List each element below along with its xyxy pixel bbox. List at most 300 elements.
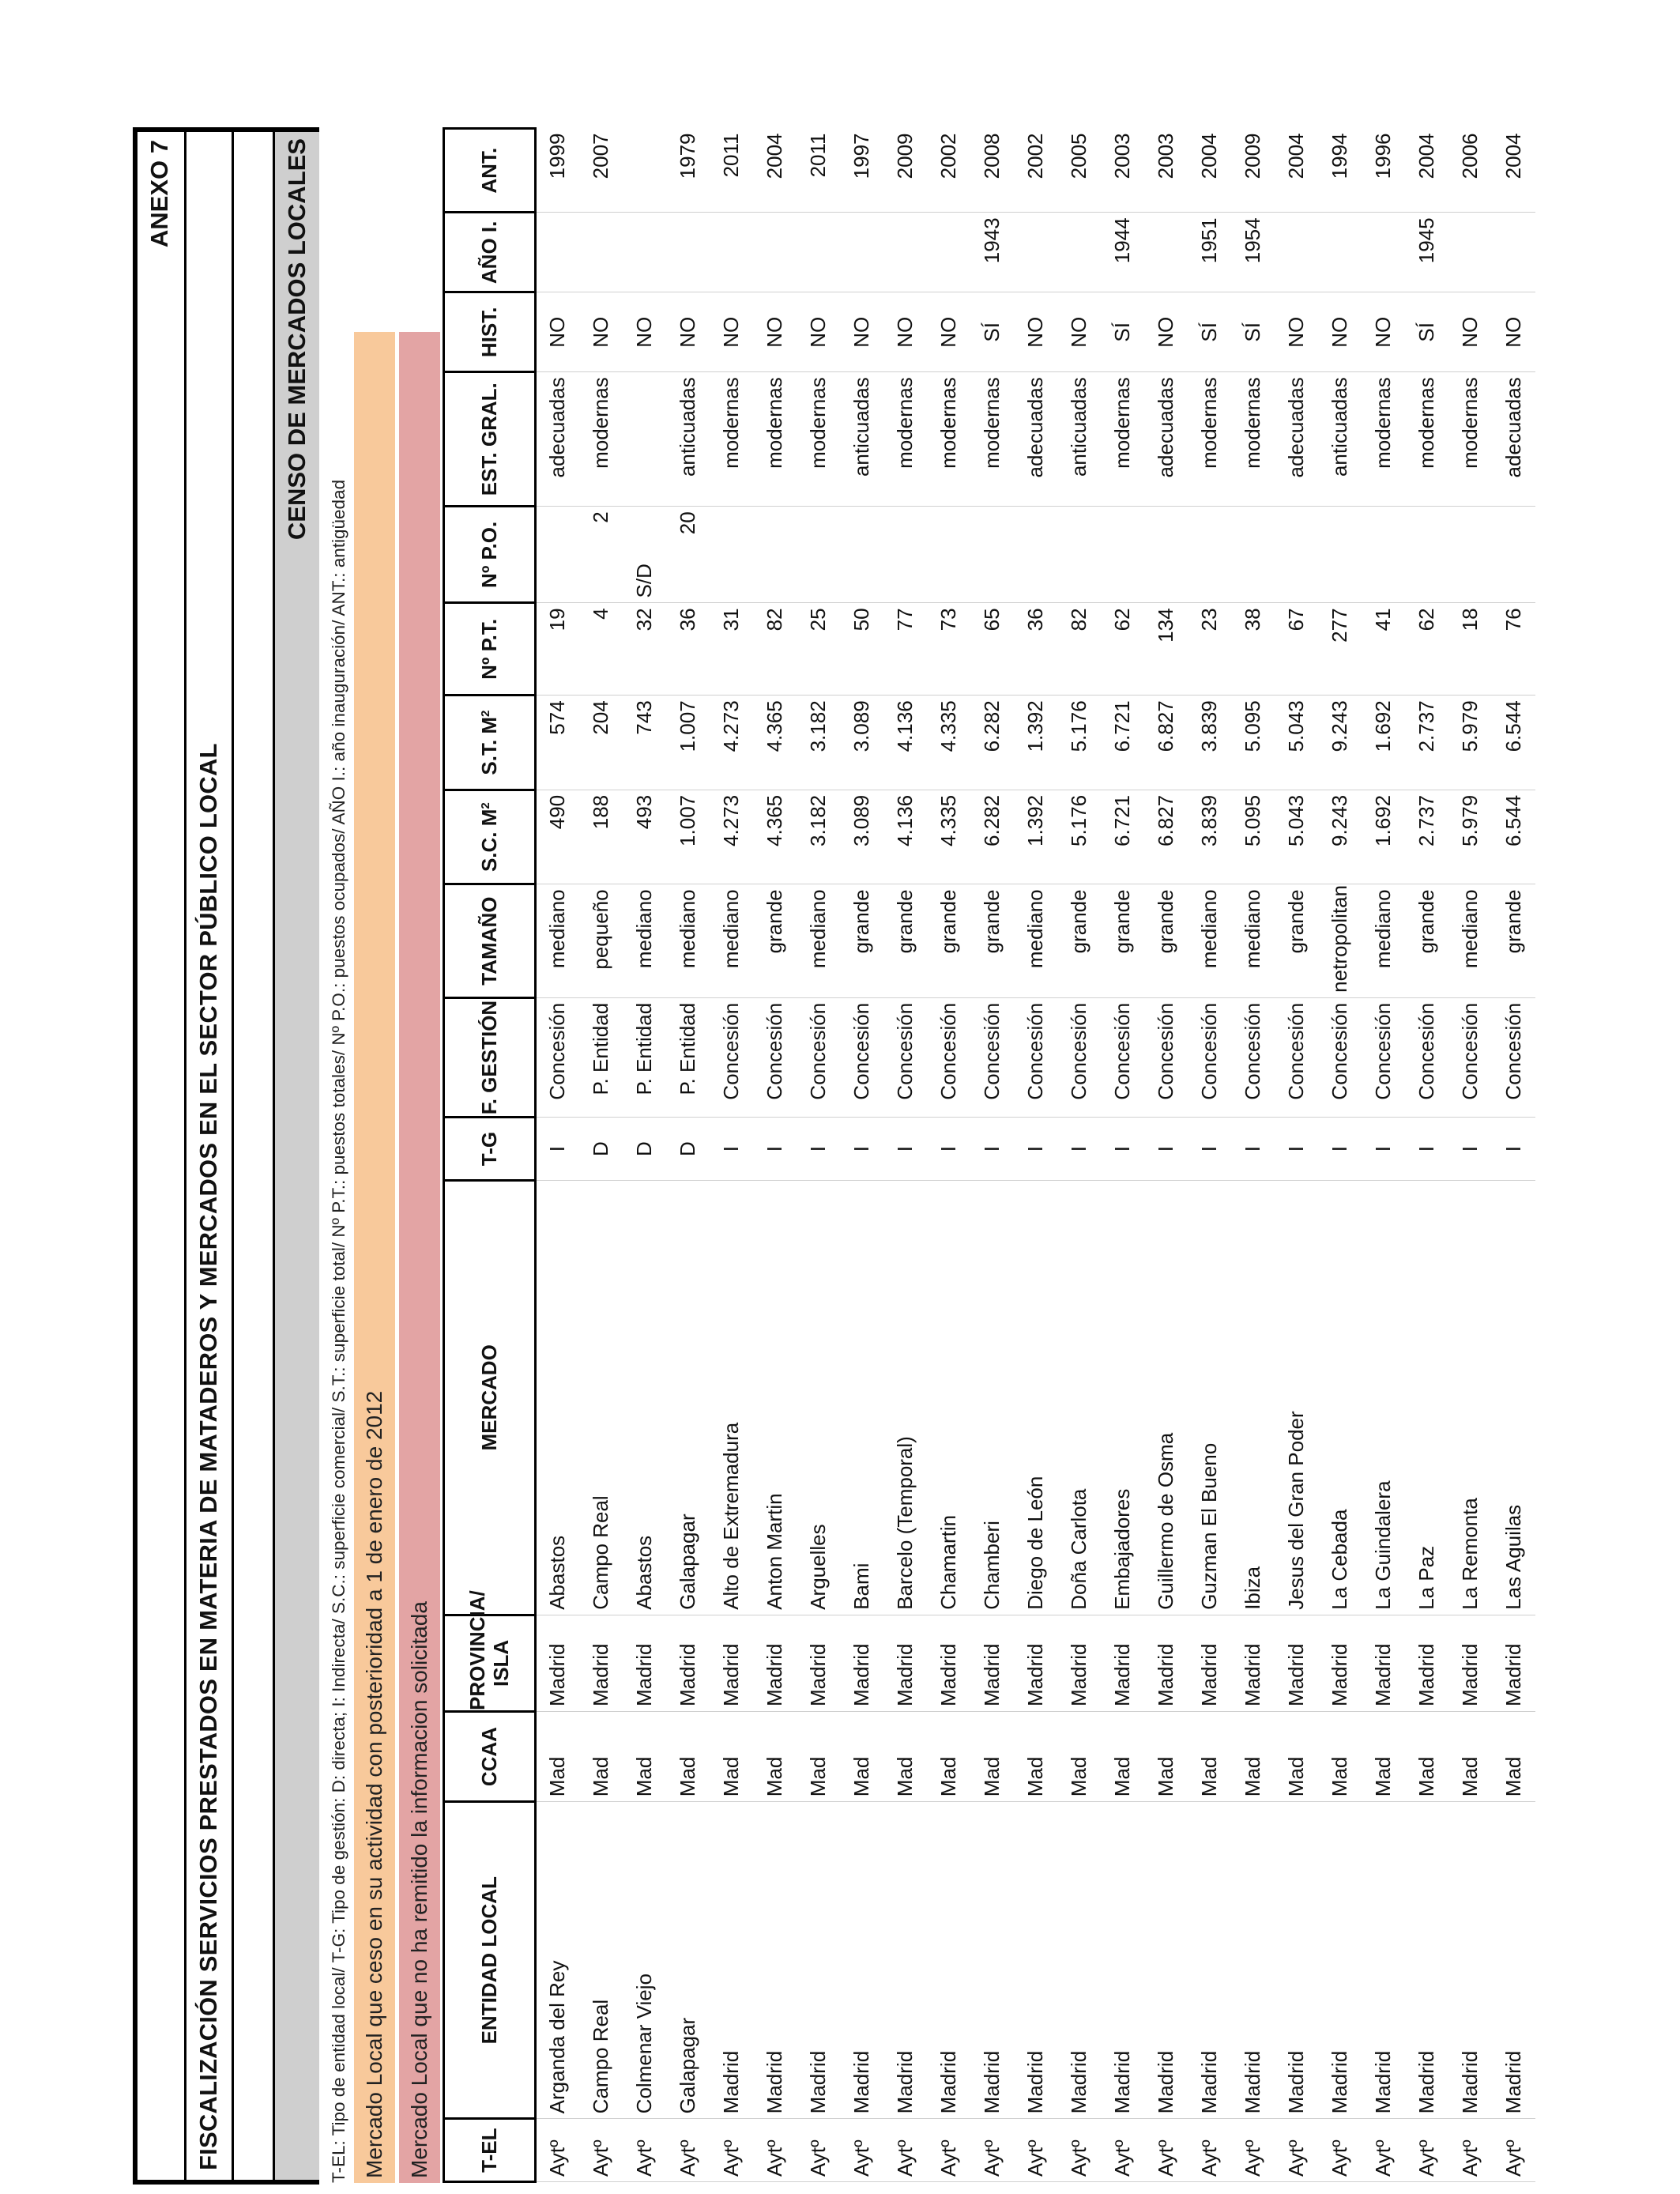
cell-tamano: grande — [883, 884, 927, 997]
cell-mercado: Chamartin — [927, 1180, 970, 1615]
cell-entidad: Madrid — [1362, 1802, 1405, 2119]
cell-tg: I — [1318, 1118, 1362, 1181]
cell-hist: NO — [710, 292, 753, 372]
cell-tg: I — [1144, 1118, 1188, 1181]
cell-hist: NO — [927, 292, 970, 372]
cell-ccaa: Mad — [710, 1711, 753, 1801]
cell-entidad: Madrid — [1231, 1802, 1275, 2119]
cell-ccaa: Mad — [1101, 1711, 1144, 1801]
cell-provincia: Madrid — [1275, 1615, 1318, 1711]
cell-anoi — [1014, 213, 1057, 292]
cell-ant: 2004 — [1275, 129, 1318, 213]
table-row — [536, 129, 579, 2182]
cell-entidad: Galapagar — [666, 1802, 710, 2119]
cell-hist: NO — [1448, 292, 1492, 372]
cell-fgestion: Concesión — [1492, 997, 1535, 1117]
cell-anoi: 1944 — [1101, 213, 1144, 292]
cell-tg: I — [1188, 1118, 1231, 1181]
cell-estgral: modernas — [1231, 372, 1275, 507]
cell-npt: 77 — [883, 603, 927, 696]
cell-ccaa: Mad — [1318, 1711, 1362, 1801]
cell-ccaa: Mad — [753, 1711, 797, 1801]
cell-npt: 65 — [970, 603, 1014, 696]
col-sc-sup: 2 — [478, 802, 492, 809]
cell-ant: 2011 — [797, 129, 840, 213]
cell-tel: Aytº — [1275, 2119, 1318, 2182]
cell-provincia: Madrid — [1101, 1615, 1144, 1711]
cell-estgral: modernas — [1448, 372, 1492, 507]
cell-entidad: Madrid — [1101, 1802, 1144, 2119]
cell-npt: 4 — [579, 603, 623, 696]
cell-mercado: La Remonta — [1448, 1180, 1492, 1615]
cell-tg: I — [1057, 1118, 1101, 1181]
table-row — [927, 129, 970, 2182]
col-ccaa: CCAA — [444, 1711, 536, 1801]
cell-ant: 2003 — [1144, 129, 1188, 213]
cell-provincia: Madrid — [1057, 1615, 1101, 1711]
cell-sc: 3.089 — [840, 790, 883, 884]
cell-mercado: Las Aguilas — [1492, 1180, 1535, 1615]
cell-tamano: grande — [1101, 884, 1144, 997]
cell-ant: 2003 — [1101, 129, 1144, 213]
cell-fgestion: P. Entidad — [579, 997, 623, 1117]
cell-entidad: Madrid — [1448, 1802, 1492, 2119]
cell-tel: Aytº — [753, 2119, 797, 2182]
cell-npo — [797, 507, 840, 603]
cell-sc: 5.095 — [1231, 790, 1275, 884]
cell-estgral: modernas — [710, 372, 753, 507]
cell-estgral: adecuadas — [1014, 372, 1057, 507]
col-npt: Nº P.T. — [444, 603, 536, 696]
cell-tel: Aytº — [1318, 2119, 1362, 2182]
cell-tamano: netropolitan — [1318, 884, 1362, 997]
cell-entidad: Madrid — [1144, 1802, 1188, 2119]
cell-npt: 36 — [666, 603, 710, 696]
cell-npo — [927, 507, 970, 603]
cell-sc: 6.544 — [1492, 790, 1535, 884]
cell-estgral: anticuadas — [1318, 372, 1362, 507]
cell-tamano: grande — [753, 884, 797, 997]
cell-npt: 36 — [1014, 603, 1057, 696]
cell-provincia: Madrid — [1362, 1615, 1405, 1711]
cell-tel: Aytº — [1231, 2119, 1275, 2182]
cell-ant: 2009 — [883, 129, 927, 213]
cell-ant: 2008 — [970, 129, 1014, 213]
cell-entidad: Madrid — [1275, 1802, 1318, 2119]
col-sc-label: S.C. M — [477, 809, 501, 873]
cell-tel: Aytº — [623, 2119, 666, 2182]
cell-tg: I — [1405, 1118, 1448, 1181]
cell-entidad: Madrid — [797, 1802, 840, 2119]
cell-mercado: Chamberi — [970, 1180, 1014, 1615]
cell-tel: Aytº — [1362, 2119, 1405, 2182]
cell-tel: Aytº — [1101, 2119, 1144, 2182]
cell-hist: NO — [623, 292, 666, 372]
cell-anoi — [579, 213, 623, 292]
cell-hist: NO — [536, 292, 579, 372]
cell-entidad: Madrid — [1014, 1802, 1057, 2119]
empty-row — [234, 132, 275, 2180]
cell-anoi — [797, 213, 840, 292]
table-row — [1014, 129, 1057, 2182]
cell-fgestion: Concesión — [1275, 997, 1318, 1117]
cell-hist: NO — [840, 292, 883, 372]
cell-hist: NO — [1057, 292, 1101, 372]
band-no-info-market: Mercado Local que no ha remitido la informacion solicitada — [399, 332, 440, 2183]
cell-sc: 5.176 — [1057, 790, 1101, 884]
cell-npt: 82 — [753, 603, 797, 696]
cell-mercado: Abastos — [623, 1180, 666, 1615]
cell-provincia: Madrid — [623, 1615, 666, 1711]
cell-st: 4.335 — [927, 696, 970, 790]
cell-fgestion: Concesión — [1144, 997, 1188, 1117]
table-row — [666, 129, 710, 2182]
cell-tamano: mediano — [1362, 884, 1405, 997]
cell-anoi — [710, 213, 753, 292]
cell-tg: D — [579, 1118, 623, 1181]
header-row — [444, 129, 536, 2182]
cell-entidad: Madrid — [883, 1802, 927, 2119]
cell-tamano: grande — [1492, 884, 1535, 997]
cell-sc: 1.007 — [666, 790, 710, 884]
cell-st: 5.095 — [1231, 696, 1275, 790]
cell-sc: 4.365 — [753, 790, 797, 884]
table-row — [579, 129, 623, 2182]
col-st-sup: 2 — [478, 710, 492, 717]
cell-fgestion: Concesión — [753, 997, 797, 1117]
cell-ant: 1997 — [840, 129, 883, 213]
cell-sc: 4.273 — [710, 790, 753, 884]
cell-npt: 38 — [1231, 603, 1275, 696]
title-row — [186, 132, 234, 2180]
cell-fgestion: P. Entidad — [666, 997, 710, 1117]
cell-sc: 188 — [579, 790, 623, 884]
cell-tg: I — [710, 1118, 753, 1181]
cell-ant: 1996 — [1362, 129, 1405, 213]
col-tg: T-G — [444, 1118, 536, 1181]
cell-ccaa: Mad — [1057, 1711, 1101, 1801]
cell-st: 3.839 — [1188, 696, 1231, 790]
cell-estgral: modernas — [1405, 372, 1448, 507]
cell-anoi — [1275, 213, 1318, 292]
table-row — [753, 129, 797, 2182]
cell-tamano: mediano — [1014, 884, 1057, 997]
cell-tamano: mediano — [710, 884, 753, 997]
cell-sc: 1.692 — [1362, 790, 1405, 884]
cell-npt: 134 — [1144, 603, 1188, 696]
cell-entidad: Madrid — [1057, 1802, 1101, 2119]
cell-ccaa: Mad — [1275, 1711, 1318, 1801]
cell-mercado: La Paz — [1405, 1180, 1448, 1615]
cell-estgral: modernas — [927, 372, 970, 507]
col-estgral: EST. GRAL. — [444, 372, 536, 507]
cell-npt: 32 — [623, 603, 666, 696]
cell-st: 6.827 — [1144, 696, 1188, 790]
document-title: FISCALIZACIÓN SERVICIOS PRESTADOS EN MATERIA DE MATADEROS Y MERCADOS EN EL SECTOR PÚBLICO LOCAL — [194, 743, 222, 2170]
cell-mercado: Doña Carlota — [1057, 1180, 1101, 1615]
cell-npo — [1144, 507, 1188, 603]
cell-fgestion: Concesión — [1405, 997, 1448, 1117]
cell-estgral: modernas — [753, 372, 797, 507]
col-tel: T-EL — [444, 2119, 536, 2182]
cell-st: 1.007 — [666, 696, 710, 790]
cell-sc: 5.043 — [1275, 790, 1318, 884]
cell-sc: 4.136 — [883, 790, 927, 884]
section-row — [275, 132, 319, 2180]
cell-provincia: Madrid — [1188, 1615, 1231, 1711]
cell-tel: Aytº — [1144, 2119, 1188, 2182]
cell-estgral: anticuadas — [840, 372, 883, 507]
cell-npo — [1101, 507, 1144, 603]
cell-st: 6.721 — [1101, 696, 1144, 790]
table-row — [1101, 129, 1144, 2182]
cell-ant: 1999 — [536, 129, 579, 213]
cell-sc: 6.827 — [1144, 790, 1188, 884]
cell-npo — [1231, 507, 1275, 603]
cell-anoi — [883, 213, 927, 292]
cell-fgestion: Concesión — [1231, 997, 1275, 1117]
cell-provincia: Madrid — [927, 1615, 970, 1711]
cell-tamano: mediano — [623, 884, 666, 997]
cell-estgral: modernas — [1362, 372, 1405, 507]
cell-tamano: grande — [840, 884, 883, 997]
cell-anoi — [927, 213, 970, 292]
cell-sc: 5.979 — [1448, 790, 1492, 884]
cell-fgestion: Concesión — [883, 997, 927, 1117]
cell-npt: 50 — [840, 603, 883, 696]
cell-npo — [1275, 507, 1318, 603]
cell-entidad: Madrid — [970, 1802, 1014, 2119]
cell-tel: Aytº — [1492, 2119, 1535, 2182]
cell-entidad: Madrid — [927, 1802, 970, 2119]
table-row — [1231, 129, 1275, 2182]
cell-anoi — [536, 213, 579, 292]
cell-mercado: Diego de León — [1014, 1180, 1057, 1615]
table-row — [883, 129, 927, 2182]
cell-tamano: mediano — [1188, 884, 1231, 997]
cell-mercado: Ibiza — [1231, 1180, 1275, 1615]
cell-ccaa: Mad — [797, 1711, 840, 1801]
cell-ccaa: Mad — [1188, 1711, 1231, 1801]
cell-fgestion: Concesión — [1362, 997, 1405, 1117]
cell-mercado: Barcelo (Temporal) — [883, 1180, 927, 1615]
cell-anoi: 1951 — [1188, 213, 1231, 292]
cell-mercado: La Guindalera — [1362, 1180, 1405, 1615]
cell-ccaa: Mad — [1448, 1711, 1492, 1801]
cell-anoi — [1057, 213, 1101, 292]
col-entidad: ENTIDAD LOCAL — [444, 1802, 536, 2119]
cell-provincia: Madrid — [1405, 1615, 1448, 1711]
cell-ant: 2011 — [710, 129, 753, 213]
cell-hist: NO — [1275, 292, 1318, 372]
table-row — [1144, 129, 1188, 2182]
cell-ant — [623, 129, 666, 213]
cell-st: 1.692 — [1362, 696, 1405, 790]
cell-npo — [1014, 507, 1057, 603]
cell-mercado: Anton Martin — [753, 1180, 797, 1615]
cell-entidad: Madrid — [1492, 1802, 1535, 2119]
cell-sc: 3.839 — [1188, 790, 1231, 884]
cell-estgral: modernas — [797, 372, 840, 507]
cell-st: 204 — [579, 696, 623, 790]
cell-fgestion: Concesión — [1318, 997, 1362, 1117]
cell-hist: SÍ — [1188, 292, 1231, 372]
cell-hist: NO — [753, 292, 797, 372]
cell-tg: I — [970, 1118, 1014, 1181]
cell-sc: 3.182 — [797, 790, 840, 884]
cell-npt: 25 — [797, 603, 840, 696]
cell-tg: I — [536, 1118, 579, 1181]
cell-provincia: Madrid — [710, 1615, 753, 1711]
cell-tel: Aytº — [1188, 2119, 1231, 2182]
cell-anoi — [623, 213, 666, 292]
col-mercado: MERCADO — [444, 1180, 536, 1615]
cell-entidad: Madrid — [1318, 1802, 1362, 2119]
cell-provincia: Madrid — [1231, 1615, 1275, 1711]
cell-provincia: Madrid — [883, 1615, 927, 1711]
cell-ant: 1979 — [666, 129, 710, 213]
cell-tel: Aytº — [970, 2119, 1014, 2182]
cell-ant: 2004 — [1405, 129, 1448, 213]
cell-npo — [1405, 507, 1448, 603]
cell-st: 1.392 — [1014, 696, 1057, 790]
annex-label: ANEXO 7 — [145, 140, 173, 248]
cell-tel: Aytº — [1405, 2119, 1448, 2182]
cell-entidad: Madrid — [1188, 1802, 1231, 2119]
cell-hist: NO — [1318, 292, 1362, 372]
cell-sc: 493 — [623, 790, 666, 884]
cell-estgral: modernas — [1188, 372, 1231, 507]
cell-tg: I — [797, 1118, 840, 1181]
cell-estgral: modernas — [579, 372, 623, 507]
cell-npo — [1188, 507, 1231, 603]
cell-tel: Aytº — [710, 2119, 753, 2182]
cell-tamano: pequeño — [579, 884, 623, 997]
cell-npo — [710, 507, 753, 603]
cell-ant: 2004 — [753, 129, 797, 213]
cell-estgral: anticuadas — [1057, 372, 1101, 507]
annex-row — [137, 132, 186, 2180]
cell-tel: Aytº — [797, 2119, 840, 2182]
cell-tel: Aytº — [883, 2119, 927, 2182]
cell-ccaa: Mad — [666, 1711, 710, 1801]
cell-hist: NO — [1362, 292, 1405, 372]
table-row — [1405, 129, 1448, 2182]
cell-st: 3.182 — [797, 696, 840, 790]
table-row — [1318, 129, 1362, 2182]
cell-npt: 62 — [1405, 603, 1448, 696]
cell-sc: 6.721 — [1101, 790, 1144, 884]
cell-hist: SÍ — [1101, 292, 1144, 372]
cell-npt: 76 — [1492, 603, 1535, 696]
cell-fgestion: Concesión — [1057, 997, 1101, 1117]
cell-provincia: Madrid — [1014, 1615, 1057, 1711]
cell-tamano: mediano — [536, 884, 579, 997]
cell-entidad: Madrid — [840, 1802, 883, 2119]
cell-tel: Aytº — [1448, 2119, 1492, 2182]
col-fgestion: F. GESTIÓN — [444, 997, 536, 1117]
cell-tg: I — [1362, 1118, 1405, 1181]
col-npo: Nº P.O. — [444, 507, 536, 603]
cell-hist: NO — [666, 292, 710, 372]
cell-tamano: mediano — [797, 884, 840, 997]
cell-mercado: Galapagar — [666, 1180, 710, 1615]
cell-entidad: Colmenar Viejo — [623, 1802, 666, 2119]
cell-anoi — [666, 213, 710, 292]
cell-tel: Aytº — [666, 2119, 710, 2182]
cell-tg: I — [1275, 1118, 1318, 1181]
cell-npo — [1492, 507, 1535, 603]
cell-hist: NO — [883, 292, 927, 372]
cell-npo — [840, 507, 883, 603]
cell-hist: NO — [1492, 292, 1535, 372]
col-hist: HIST. — [444, 292, 536, 372]
cell-provincia: Madrid — [666, 1615, 710, 1711]
cell-mercado: Embajadores — [1101, 1180, 1144, 1615]
cell-provincia: Madrid — [970, 1615, 1014, 1711]
cell-st: 574 — [536, 696, 579, 790]
cell-anoi — [1144, 213, 1188, 292]
cell-st: 3.089 — [840, 696, 883, 790]
cell-provincia: Madrid — [536, 1615, 579, 1711]
cell-tel: Aytº — [840, 2119, 883, 2182]
cell-tel: Aytº — [1014, 2119, 1057, 2182]
cell-ccaa: Mad — [970, 1711, 1014, 1801]
cell-tamano: mediano — [666, 884, 710, 997]
cell-anoi — [1492, 213, 1535, 292]
cell-st: 743 — [623, 696, 666, 790]
cell-ccaa: Mad — [927, 1711, 970, 1801]
table-row — [797, 129, 840, 2182]
cell-st: 4.365 — [753, 696, 797, 790]
cell-npt: 19 — [536, 603, 579, 696]
cell-hist: NO — [1014, 292, 1057, 372]
cell-tg: I — [753, 1118, 797, 1181]
cell-hist: NO — [1144, 292, 1188, 372]
cell-st: 4.136 — [883, 696, 927, 790]
cell-ant: 2004 — [1492, 129, 1535, 213]
cell-npo — [970, 507, 1014, 603]
table-row — [1362, 129, 1405, 2182]
cell-fgestion: Concesión — [1014, 997, 1057, 1117]
cell-st: 5.979 — [1448, 696, 1492, 790]
cell-tg: I — [1101, 1118, 1144, 1181]
cell-estgral: adecuadas — [536, 372, 579, 507]
col-anoi: AÑO I. — [444, 213, 536, 292]
cell-fgestion: Concesión — [536, 997, 579, 1117]
cell-tamano: grande — [927, 884, 970, 997]
cell-npo: 2 — [579, 507, 623, 603]
table-row — [840, 129, 883, 2182]
cell-anoi — [840, 213, 883, 292]
cell-estgral: modernas — [970, 372, 1014, 507]
cell-npt: 73 — [927, 603, 970, 696]
cell-entidad: Madrid — [1405, 1802, 1448, 2119]
table-row — [710, 129, 753, 2182]
cell-tamano: grande — [1144, 884, 1188, 997]
cell-mercado: La Cebada — [1318, 1180, 1362, 1615]
table-row — [1275, 129, 1318, 2182]
cell-sc: 2.737 — [1405, 790, 1448, 884]
cell-provincia: Madrid — [753, 1615, 797, 1711]
cell-tg: I — [1231, 1118, 1275, 1181]
cell-hist: NO — [797, 292, 840, 372]
cell-fgestion: Concesión — [710, 997, 753, 1117]
cell-anoi — [1362, 213, 1405, 292]
cell-estgral: adecuadas — [1275, 372, 1318, 507]
cell-anoi — [1448, 213, 1492, 292]
cell-sc: 490 — [536, 790, 579, 884]
